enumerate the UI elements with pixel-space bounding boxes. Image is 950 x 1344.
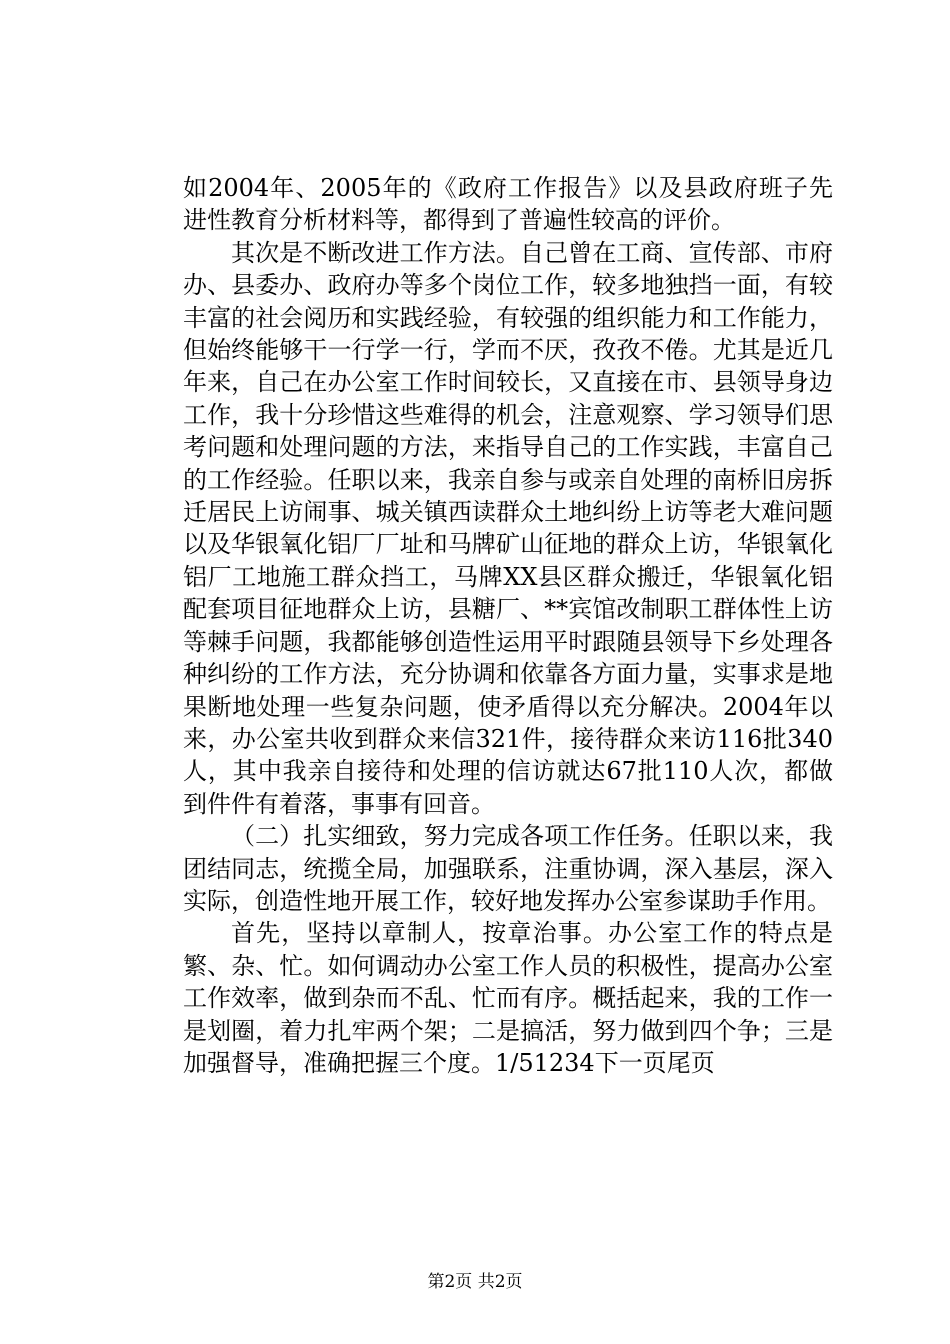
paragraph-continuation: 如2004年、2005年的《政府工作报告》以及县政府班子先进性教育分析材料等，都得到了普遍性较高的评价。 — [183, 174, 833, 235]
paragraph-section-two: （二）扎实细致，努力完成各项工作任务。任职以来，我团结同志，统揽全局，加强联系，注重协调，深入基层，深入实际，创造性地开展工作，较好地发挥办公室参谋助手作用。 — [183, 822, 833, 915]
document-body — [183, 172, 833, 1079]
paragraph-work-methods: 其次是不断改进工作方法。自己曾在工商、宣传部、市府办、县委办、政府办等多个岗位工作，较多地独挡一面，有较丰富的社会阅历和实践经验，有较强的组织能力和工作能力，但始终能够干一行学一行，学而不厌，孜孜不倦。尤其是近几年来，自己在办公室工作时间较长，又直接在市、县领导身边工作，我十分珍惜这些难得的机会，注意观察、学习领导们思考问题和处理问题的方法，来指导自己的工作实践，丰富自己的工作经验。任职以来，我亲自参与或亲自处理的南桥旧房拆迁居民上访闹事、城关镇西读群众土地纠纷上访等老大难问题以及华银氧化铝厂厂址和马牌矿山征地的群众上访，华银氧化铝厂工地施工群众挡工，马牌XX县区群众搬迁，华银氧化铝配套项目征地群众上访，县糖厂、**宾馆改制职工群体性上访等棘手问题，我都能够创造性运用平时跟随县领导下乡处理各种纠纷的工作方法，充分协调和依靠各方面力量，实事求是地果断地处理一些复杂问题，使矛盾得以充分解决。2004年以来，办公室共收到群众来信321件，接待群众来访116批340人，其中我亲自接待和处理的信访就达67批110人次，都做到件件有着落，事事有回音。 — [183, 238, 833, 818]
paragraph-rules-management: 首先，坚持以章制人，按章治事。办公室工作的特点是繁、杂、忙。如何调动办公室工作人员的积极性，提高办公室工作效率，做到杂而不乱、忙而有序。概括起来，我的工作一是划圈，着力扎牢两个架；二是搞活，努力做到四个争；三是加强督导，准确把握三个度。1/51234下一页尾页 — [183, 919, 833, 1077]
page-number-footer: 第2页 共2页 — [427, 1272, 523, 1292]
